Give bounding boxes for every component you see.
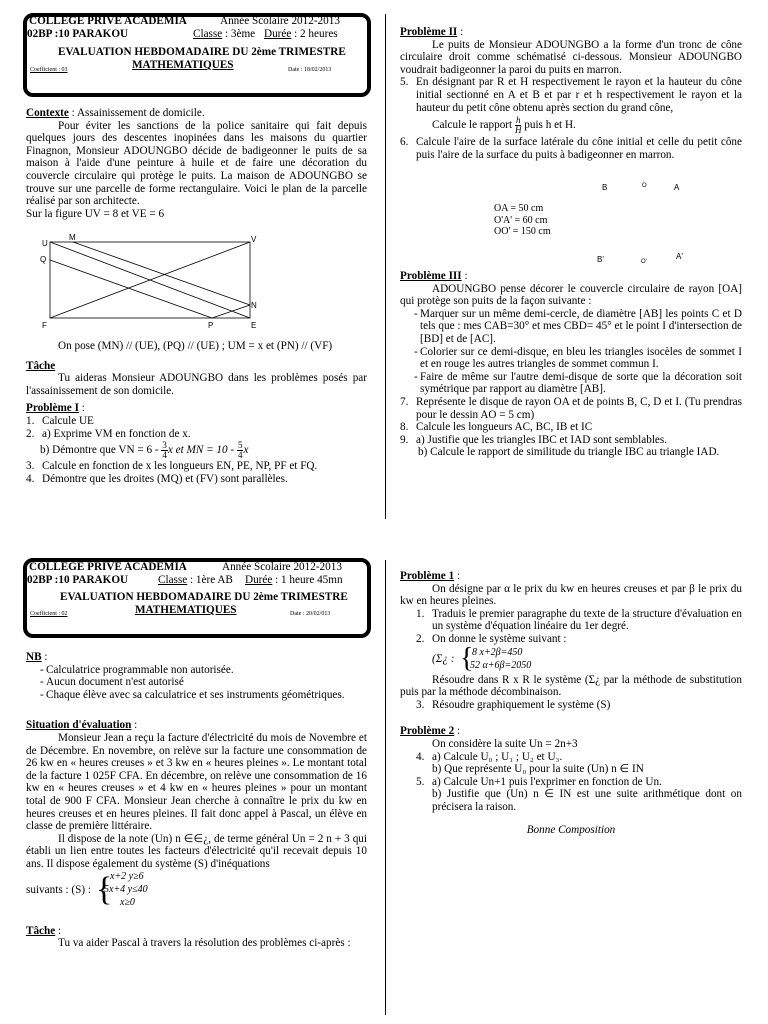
p1-text: On désigne par α le prix du kw en heures creuses et par β le prix du kw en heures pleines. [400,582,742,608]
tache-text: Tu aideras Monsieur ADOUNGBO dans les problèmes posés par l'assainissement de son domicile. [26,372,367,397]
list-item: 8. Calcule les longueurs AC, BC, IB et IC [400,421,593,434]
list-item: 4. Démontre que les droites (MQ) et (FV) sont parallèles. [26,472,288,485]
class-info: Classe : 1ère AB [158,574,233,586]
class-info: Classe : 3ème [193,28,256,40]
p2-label: Problème 2 [400,725,455,738]
school-year: Année Scolaire 2012-2013 [220,15,340,27]
list-item: 5. a) Calcule Un+1 puis l'exprimer en fonction de Un. [416,775,662,788]
label-U: U [42,239,48,248]
label-P: P [208,321,214,330]
page1-left-lower: On pose (MN) // (UE), (PQ) // (UE) ; UM = x et (PN) // (VF) Tâche Tu aideras Monsieur ADOUNGBO dans les problèmes posés par l'assainissement de son domicile. Problème I : 1. Calcule UE 2. a) Exprime VM en fonction de x. b) Démontre que VN = 6 - $\frac{3}{4}$ x et MN = 10 - $\frac{5}{4}$ x 3. Calcule en fonction de x les longueurs EN, PE, NP, PF et FQ. 4. Démontre que les droites (MQ) et (FV) sont parallèles. [26,340,367,485]
note-text: Il dispose de la note (Un) n ∈∈¿, de terme général Un = 2 n + 3 qui établi un lien entre toutes les facteurs d'électricité qu'il recevait depuis 10 ans. Il dispose également du système (S) d'inéquations [26,832,367,870]
situation-label: Situation d'évaluation [26,719,132,732]
exam-title: EVALUATION HEBDOMADAIRE DU 2ème TRIMESTRE [58,46,346,58]
prob3-label: Problème III [400,270,462,282]
prob1-label: Problème I [26,402,79,415]
label-F: F [42,321,47,330]
contexte-title: : Assainissement de domicile. [68,107,205,119]
list-item: b) Justifie que (Un) n ∈ IN est une suite arithmétique dont on précisera la raison. [432,788,742,813]
school-year: Année Scolaire 2012-2013 [222,561,342,573]
closing-text: Bonne Composition [526,823,616,836]
nb-label: NB [26,651,42,663]
prob3-text: ADOUNGBO pense décorer le couvercle circulaire de rayon [OA] qui protège son puits de la façon suivante : [400,282,742,308]
list-item: - Chaque élève avec sa calculatrice et ses instruments géométriques. [40,688,345,701]
list-item: - Marquer sur un même demi-cercle, de diamètre [AB] les points C et D tels que : mes CAB=30° et mes CBD= 45° et le point I d'intersection de [BD] et de [AC]. [414,307,742,345]
item5-ratio: Calcule le rapport $\frac{h}{H}$ puis h et H. [432,115,576,136]
school-name: COLLEGE PRIVE ACADEMIA [29,15,187,27]
sigma-system: (Σ¿ : { 8 x+2β=450 52 α+6β=2050 [432,642,532,674]
column-divider [385,14,386,519]
list-item: - Colorier sur ce demi-disque, en bleu les triangles isocèles de sommet I et en rouge les autres triangles de sommet commun I. [414,345,742,371]
p1-label: Problème 1 [400,570,455,582]
tache-label: Tâche [26,924,56,937]
duration-info: Durée : 2 heures [264,28,338,40]
situation-text: Monsieur Jean a reçu la facture d'électricité du mois de Novembre et de Décembre. En novembre, on relève sur la facture une consommation de 26 kw en « heures creuses » et 3 kw en « heures pleines ». Le montant total de la facture 1 025F CFA. En décembre, on relève une consommation de 16 kw en « heures creuses » et 4 kw en « heures pleines » pour un montant total de 900 F CFA. Monsieur Jean cherche à connaître le prix du kw en heures creuses et en heures pleines. Il fait donc appel à Pascal, un élève en classe de première littéraire. [26,731,367,833]
tache-text: Tu va aider Pascal à travers la résolution des problèmes ci-après : [58,937,351,950]
list-item: 6. Calcule l'aire de la surface latérale du cône initial et celle du petit cône puis l'aire de la surface du puits à badigeonner en marron. [400,136,742,161]
subject-title: MATHEMATIQUES [132,59,234,71]
item9b: b) Calcule le rapport de similitude du triangle IBC au triangle IAD. [418,446,720,459]
list-item: 1. Calcule UE [26,414,94,427]
resoudre-text: Résoudre dans R x R le système (Σ¿ par la méthode de substitution puis par la méthode décombinaison. [400,673,742,699]
prob2-label: Problème II [400,26,458,38]
page1-right-lower: Problème III : ADOUNGBO pense décorer le couvercle circulaire de rayon [OA] qui protège son puits de la façon suivante : - Marquer sur un même demi-cercle, de diamètre [AB] les points C et D tels que : mes CAB=30° et mes CBD= 45° et le point I d'intersection de [BD] et de [AC]. - Colorier sur ce demi-disque, en bleu les triangles isocèles de sommet I et en rouge les autres triangles de sommet commun I. - Faire de même sur l'autre demi-disque de sorte que la décoration soit symétrique par rapport au diamètre [AB]. 7. Représente le disque de rayon OA et de points B, C, D et I. (Tu prendras pour le dessin AO = 5 cm) 8. Calcule les longueurs AC, BC, IB et IC 9. a) Justifie que les triangles IBC et IAD sont semblables. b) Calcule le rapport de similitude du triangle IBC au triangle IAD. [400,270,742,459]
list-item: 2. a) Exprime VM en fonction de x. [26,427,191,440]
label-V: V [251,235,257,244]
list-item: 3. Résoudre graphiquement le système (S) [416,698,611,711]
page1-right-column: Problème II : Le puits de Monsieur ADOUNGBO a la forme d'un tronc de cône circulaire droit comme schématisé ci-dessous. Monsieur ADOUNGBO voudrait badigeonner la paroi du puits en marron. 5. En désignant par R et H respectivement le rayon et la hauteur du cône initial sectionné en A et B et par r et h respectivement le rayon et la hauteur du petit cône obtenu après section du grand cône, Calcule le rapport $\frac{h}{H}$ puis h et H. 6. Calcule l'aire de la surface latérale du cône initial et celle du petit cône puis l'aire de la surface du puits à badigeonner en marron. [400,26,742,161]
contexte-label: Contexte [26,107,69,119]
p2-intro: On considère la suite Un = 2n+3 [432,737,578,750]
cone-dimensions: OA = 50 cm O'A' = 60 cm OO' = 150 cm [494,203,551,237]
list-item: - Calculatrice programmable non autorisée. [40,663,234,676]
list-item: 3. Calcule en fonction de x les longueurs EN, PE, NP, PF et FQ. [26,460,318,473]
figure-caption: Sur la figure UV = 8 et VE = 6 [26,207,165,220]
prob2-text: Le puits de Monsieur ADOUNGBO a la forme d'un tronc de cône circulaire droit comme schématisé ci-dessous. Monsieur ADOUNGBO voudrait badigeonner la paroi du puits en marron. [400,38,742,76]
prob1-item-2b: b) Démontre que VN = 6 - $\frac{3}{4}$ x et MN = 10 - $\frac{5}{4}$ x [40,440,249,461]
school-address: 02BP :10 PARAKOU [27,28,129,40]
exam-date: Date : 20/02/013 [290,611,331,617]
tache-label: Tâche [26,359,56,372]
pose-text: On pose (MN) // (UE), (PQ) // (UE) ; UM = x et (PN) // (VF) [58,340,333,352]
exam-title: EVALUATION HEBDOMADAIRE DU 2ème TRIMESTRE [60,591,348,603]
duration-info: Durée : 1 heure 45mn [245,574,343,586]
label-N: N [251,301,257,310]
page2-right-column: Problème 1 : On désigne par α le prix du kw en heures creuses et par β le prix du kw en heures pleines. 1. Traduis le premier paragraphe du texte de la structure d'évaluation en un système d'équation linéaire du 1er degré. 2. On donne le système suivant : (Σ¿ : { 8 x+2β=450 52 α+6β=2050 Résoudre dans R x R le système (Σ¿ par la méthode de substitution puis par la méthode décombinaison. 3. Résoudre graphiquement le système (S) Problème 2 : On considère la suite Un = 2n+3 4. a) Calcule U₀ ; U₁ ; U₂ et U₃. b) Que représente U₀ pour la suite (Un) n ∈ IN 5. a) Calcule Un+1 puis l'exprimer en fonction de Un. b) Justifie que (Un) n ∈ IN est une suite arithmétique dont on précisera la raison. Bonne Composition [400,570,742,836]
coefficient: Coefficient : 03 [30,67,68,73]
contexte-text: Pour éviter les sanctions de la police sanitaire qui fait depuis quelques jours des descentes inopinées dans les maisons du quartier Finagnon, Monsieur ADOUNGBO décide de badigeonner le puits de sa maison à l'aide d'une peinture à huile et de faire une décoration du couvercle circulaire qui protège le puits. La maison de ADOUNGBO se trouve sur une parcelle de forme rectangulaire. Voici le plan de la parcelle réalisé par son architecte. [26,119,367,208]
coefficient: Coefficient : 02 [30,611,68,617]
column-divider [385,560,386,1015]
subject-title: MATHEMATIQUES [135,604,237,616]
list-item: 4. a) Calcule U₀ ; U₁ ; U₂ et U₃. [416,750,563,763]
label-E: E [251,321,257,330]
list-item: 1. Traduis le premier paragraphe du texte de la structure d'évaluation en un système d'équation linéaire du 1er degré. [416,607,742,633]
list-item: 2. On donne le système suivant : [416,632,567,645]
school-name: COLLEGE PRIVE ACADEMIA [29,561,187,573]
school-address: 02BP :10 PARAKOU [27,574,129,586]
list-item: b) Que représente U₀ pour la suite (Un) n ∈ IN [432,763,644,776]
label-Q: Q [40,255,47,264]
page1-left-column [26,107,367,220]
list-item: 5. En désignant par R et H respectivement le rayon et la hauteur du cône initial sectionné en A et B et par r et h respectivement le rayon et la hauteur du petit cône obtenu après section du grand cône, [400,76,742,114]
inequality-system: suivants : (S) : { x+2 y≥6 5x+4 y≤40 x≥0 [26,870,148,908]
list-item: 7. Représente le disque de rayon OA et de points B, C, D et I. (Tu prendras pour le dessin AO = 5 cm) [400,395,742,421]
label-M: M [69,234,76,242]
list-item: 9. a) Justifie que les triangles IBC et IAD sont semblables. [400,433,668,446]
parcel-figure [38,234,268,330]
exam-date: Date : 18/02/2013 [288,67,332,73]
list-item: - Aucun document n'est autorisé [40,676,184,689]
cone-figure: B O A B' O' A' [597,183,683,265]
page2-left-column: NB : - Calculatrice programmable non autorisée. - Aucun document n'est autorisé - Chaque élève avec sa calculatrice et ses instruments géométriques. Situation d'évaluation : Monsieur Jean a reçu la facture d'électricité du mois de Novembre et de Décembre. En novembre, on relève sur la facture une consommation de 26 kw en « heures creuses » et 3 kw en « heures pleines ». Le montant total de la facture 1 025F CFA. En décembre, on relève une consommation de 16 kw en « heures creuses » et 4 kw en « heures pleines » pour un montant total de 900 F CFA. Monsieur Jean cherche à connaître le prix du kw en heures creuses et en heures pleines. Il fait donc appel à Pascal, un élève en classe de première littéraire. Il dispose de la note (Un) n ∈∈¿, de terme général Un = 2 n + 3 qui établi un lien entre toutes les facteurs d'électricité qu'il recevait depuis 10 ans. Il dispose également du système (S) d'inéquations suivants : (S) : { x+2 y≥6 5x+4 y≤40 x≥0 Tâche : Tu va aider Pascal à travers la résolution des problèmes ci-après : [26,651,367,950]
list-item: - Faire de même sur l'autre demi-disque de sorte que la décoration soit symétrique par rapport au diamètre [AB]. [414,370,742,396]
